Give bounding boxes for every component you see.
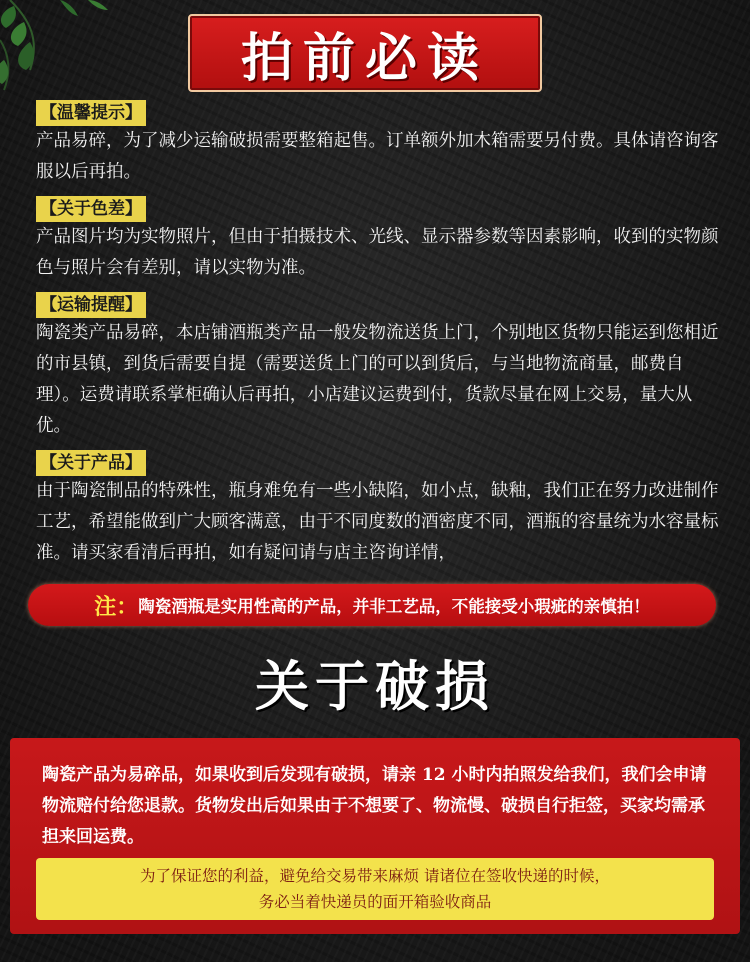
reminder-box	[36, 858, 714, 920]
note-prefix: 注：	[94, 593, 139, 620]
damage-body: 陶瓷产品为易碎品，如果收到后发现有破损，请亲 12 小时内拍照发给我们，我们会申请物流赔付给您退款。货物发出后如果由于不想要了、物流慢、破损自行拒签，买家均需承担来回运费。	[42, 765, 707, 847]
section-product	[36, 450, 722, 569]
section-heading: 【运输提醒】	[36, 292, 146, 318]
damage-heading: 关于破损	[255, 655, 495, 718]
section-color-difference	[36, 196, 722, 284]
reminder-line-1: 为了保证您的利益，避免给交易带来麻烦 请诸位在签收快递的时候，	[140, 867, 610, 885]
section-tips	[36, 100, 722, 188]
note-banner	[28, 584, 716, 626]
leaf-decoration-icon	[0, 0, 120, 110]
page-title: 拍前必读	[240, 28, 489, 89]
section-heading: 【关于产品】	[36, 450, 146, 476]
section-body: 由于陶瓷制品的特殊性，瓶身难免有一些小缺陷，如小点，缺釉，我们正在努力改进制作工艺，希望能做到广大顾客满意，由于不同度数的酒密度不同，酒瓶的容量统为水容量标准。请买家看清后再拍，如有疑问请与店主咨询详情，	[36, 481, 719, 563]
title-banner	[188, 14, 542, 92]
section-body: 产品易碎，为了减少运输破损需要整箱起售。订单额外加木箱需要另付费。具体请咨询客服以后再拍。	[36, 131, 719, 182]
reminder-line-2: 务必当着快递员的面开箱验收商品	[258, 893, 492, 911]
section-heading: 【关于色差】	[36, 196, 146, 222]
section-body: 陶瓷类产品易碎，本店铺酒瓶类产品一般发物流送货上门，个别地区货物只能运到您相近的市县镇，到货后需要自提（需要送货上门的可以到货后，与当地物流商量，邮费自理）。运费请联系掌柜确认后再拍，小店建议运费到付，货款尽量在网上交易，量大从优。	[36, 323, 719, 436]
section-shipping	[36, 292, 722, 442]
damage-info-box	[10, 738, 740, 934]
section-body: 产品图片均为实物照片，但由于拍摄技术、光线、显示器参数等因素影响，收到的实物颜色与照片会有差别，请以实物为准。	[36, 227, 719, 278]
section-heading: 【温馨提示】	[36, 100, 146, 126]
note-text: 陶瓷酒瓶是实用性高的产品，并非工艺品，不能接受小瑕疵的亲慎拍！	[138, 597, 650, 616]
